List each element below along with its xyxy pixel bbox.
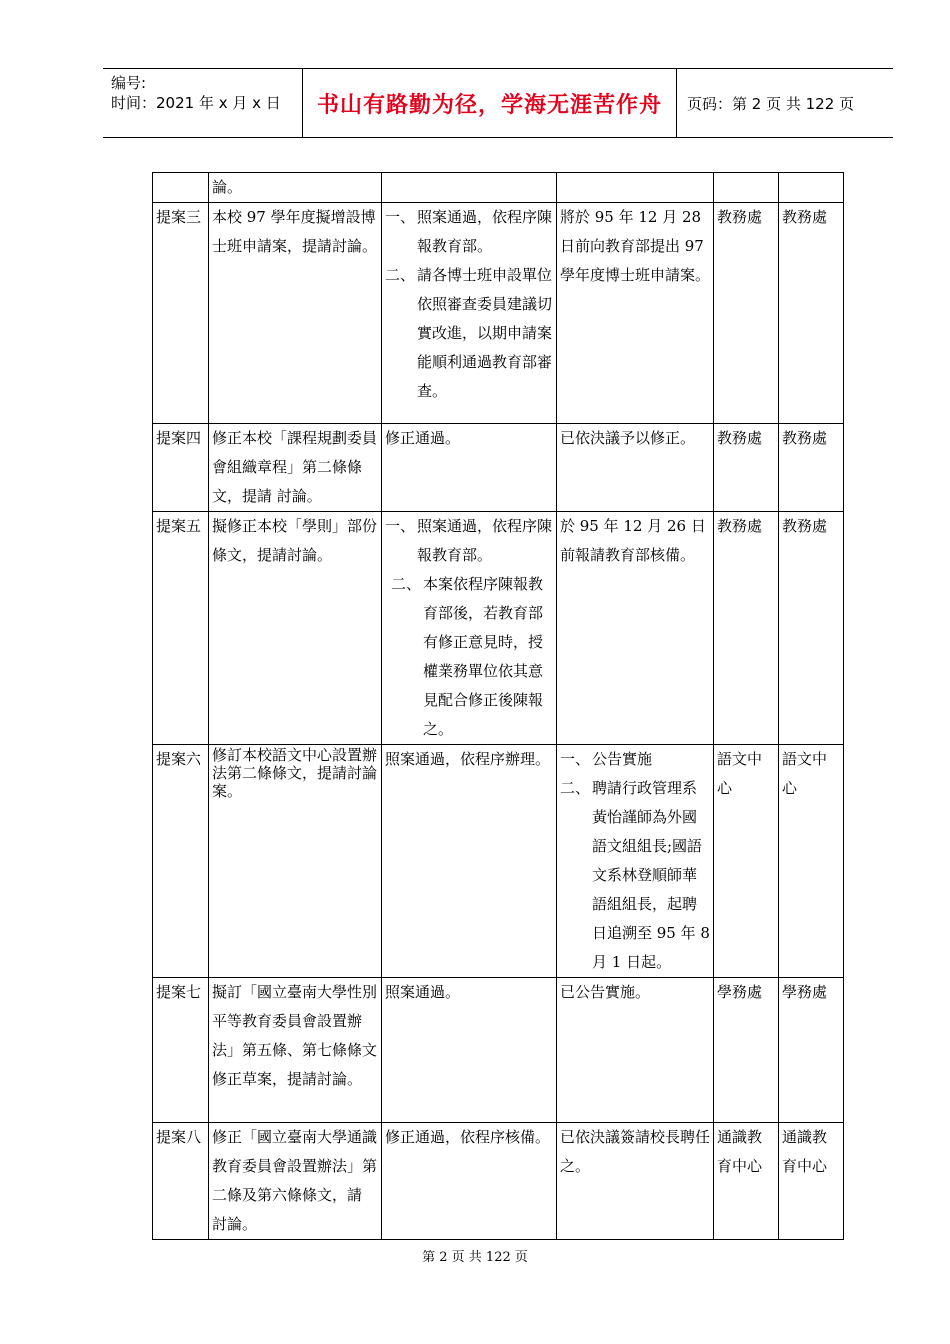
decision-cell — [382, 512, 557, 745]
proposal-subject-cell: 修正本校「課程規劃委員會組織章程」第二條條文，提請 討論。 — [209, 424, 382, 512]
unit-cell: 學務處 — [714, 978, 779, 1123]
table-row — [153, 424, 844, 512]
unit-cell: 通識教育中心 — [779, 1123, 844, 1240]
page-header — [103, 68, 893, 138]
execution-cell: 已依決議予以修正。 — [557, 424, 714, 512]
decision-list — [385, 203, 554, 406]
unit-cell: 教務處 — [714, 203, 779, 424]
table-row — [153, 203, 844, 424]
execution-cell: 已公告實施。 — [557, 978, 714, 1123]
execution-cell: 將於 95 年 12 月 28 日前向教育部提出 97 學年度博士班申請案。 — [557, 203, 714, 424]
decision-cell: 照案通過，依程序辦理。 — [382, 745, 557, 978]
header-page-number: 页码：第 2 页 共 122 页 — [687, 94, 855, 113]
unit-cell — [779, 173, 844, 203]
table-row — [153, 512, 844, 745]
decision-cell: 修正通過。 — [382, 424, 557, 512]
unit-cell: 通識教育中心 — [714, 1123, 779, 1240]
unit-cell: 教務處 — [779, 512, 844, 745]
proposal-subject-cell: 論。 — [209, 173, 382, 203]
list-item: 一、 照案通過，依程序陳報教育部。 — [385, 208, 553, 255]
proposal-id-cell: 提案六 — [153, 745, 209, 978]
execution-cell — [557, 745, 714, 978]
proposal-id-cell: 提案三 — [153, 203, 209, 424]
decision-cell: 照案通過。 — [382, 978, 557, 1123]
proposal-subject-cell: 擬修正本校「學則」部份條文，提請討論。 — [209, 512, 382, 745]
code-label: 编号: — [111, 74, 147, 92]
proposal-id-cell: 提案七 — [153, 978, 209, 1123]
time-label: 时间：2021 年 x 月 x 日 — [111, 94, 281, 112]
decision-list — [385, 512, 554, 744]
table-row — [153, 978, 844, 1123]
unit-cell: 學務處 — [779, 978, 844, 1123]
list-item: 一、 公告實施 — [560, 750, 653, 768]
decision-cell — [382, 173, 557, 203]
table-row — [153, 745, 844, 978]
proposal-id-cell — [153, 173, 209, 203]
execution-cell: 於 95 年 12 月 26 日前報請教育部核備。 — [557, 512, 714, 745]
list-item: 二、 本案依程序陳報教育部後，若教育部有修正意見時，授權業務單位依其意見配合修正後陳報之。 — [391, 575, 544, 738]
list-item: 一、 照案通過，依程序陳報教育部。 — [385, 517, 553, 564]
proposal-subject-cell: 本校 97 學年度擬增設博士班申請案，提請討論。 — [209, 203, 382, 424]
proposal-id-cell: 提案五 — [153, 512, 209, 745]
unit-cell: 教務處 — [714, 512, 779, 745]
list-item: 二、 請各博士班申設單位依照審查委員建議切實改進，以期申請案能順利通過教育部審查。 — [385, 266, 553, 400]
list-item: 二、 聘請行政管理系黃怡謹師為外國語文組組長;國語文系林登順師華語組組長，起聘日追溯至 95 年 8 月 1 日起。 — [560, 779, 710, 971]
table-row — [153, 173, 844, 203]
proposal-subject-cell — [209, 745, 382, 978]
execution-cell — [557, 173, 714, 203]
unit-cell: 教務處 — [714, 424, 779, 512]
header-divider — [676, 69, 677, 137]
unit-cell: 教務處 — [779, 203, 844, 424]
proposal-table — [152, 172, 844, 1240]
table-row — [153, 1123, 844, 1240]
proposal-subject-cell: 擬訂「國立臺南大學性別平等教育委員會設置辦法」第五條、第七條條文修正草案，提請討論。 — [209, 978, 382, 1123]
unit-cell: 語文中心 — [714, 745, 779, 978]
execution-cell: 已依決議簽請校長聘任之。 — [557, 1123, 714, 1240]
header-motto: 书山有路勤为径，学海无涯苦作舟 — [316, 92, 662, 118]
unit-cell: 教務處 — [779, 424, 844, 512]
decision-cell — [382, 203, 557, 424]
unit-cell: 語文中心 — [779, 745, 844, 978]
unit-cell — [714, 173, 779, 203]
page-footer: 第 2 页 共 122 页 — [422, 1250, 528, 1265]
proposal-id-cell: 提案八 — [153, 1123, 209, 1240]
proposal-subject-cell: 修正「國立臺南大學通識教育委員會設置辦法」第二條及第六條條文，請 討論。 — [209, 1123, 382, 1240]
execution-list — [560, 745, 711, 977]
decision-cell: 修正通過，依程序核備。 — [382, 1123, 557, 1240]
header-meta — [111, 73, 301, 113]
proposal-id-cell: 提案四 — [153, 424, 209, 512]
proposal-subject-text: 修訂本校語文中心設置辦法第二條條文，提請討論案。 — [212, 746, 378, 800]
